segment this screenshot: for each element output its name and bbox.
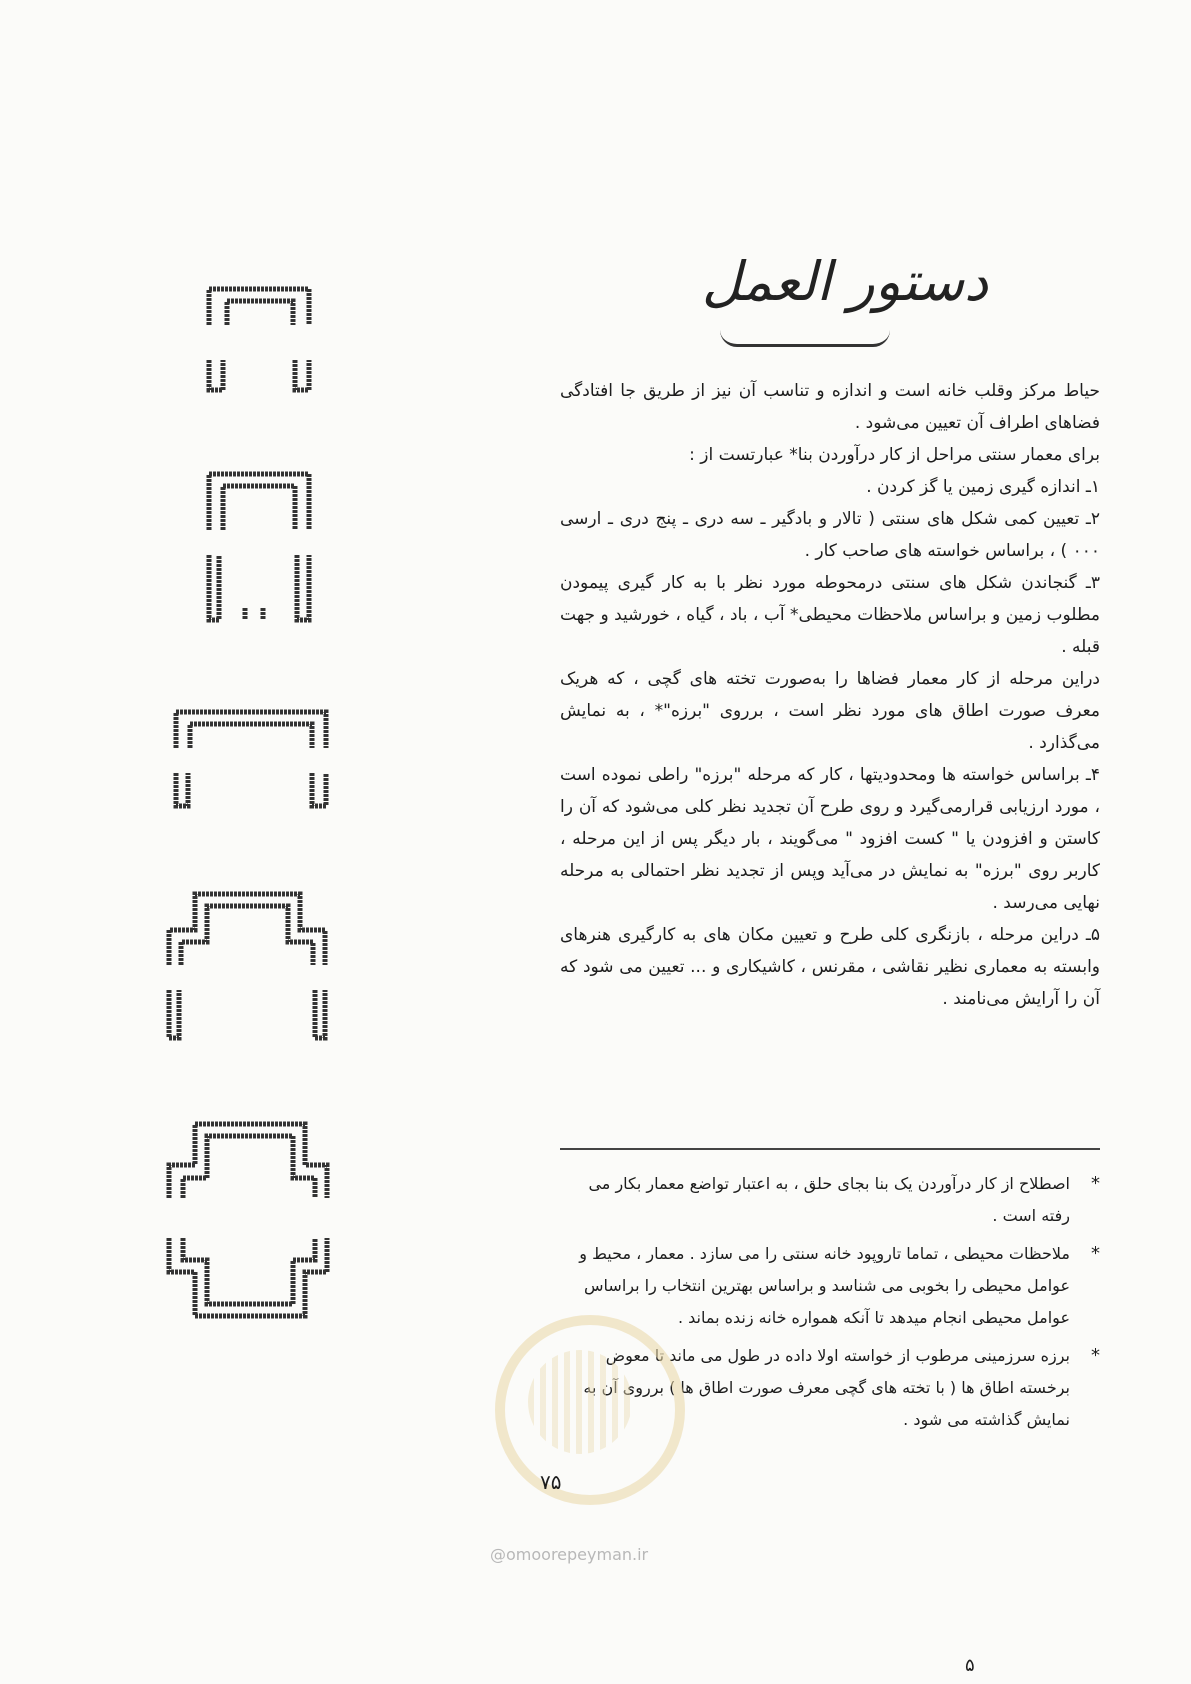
paragraph-6: دراین مرحله از کار معمار فضاها را به‌صورت تخته های گچی ، که هریک معرف صورت اطاق های مورد نظر است ، برروی "برزه"* ، به نمایش می‌گذارد . xyxy=(560,669,1100,753)
footnote-2 xyxy=(560,1238,1100,1334)
footnote-text: برزه سرزمینی مرطوب از خواسته اولا داده در طول می ماند تا معوض برخسته اطاق ها ( با تخته های گچی معرف صورت اطاق ها ) برروی آن به نمایش گذاشته می شود . xyxy=(583,1346,1070,1429)
footnote-divider xyxy=(560,1148,1100,1150)
title-flourish xyxy=(720,330,890,347)
page-title: دستور العمل xyxy=(701,250,989,313)
body-text xyxy=(560,375,1100,1015)
paragraph-5: ۳ـ گنجاندن شکل های سنتی درمحوطه مورد نظر با به کار گیری پیمودن مطلوب زمین و براساس ملاحظات محیطی* آب ، باد ، گیاه ، خورشید و جهت قبله . xyxy=(560,573,1100,657)
plan-diagram-1 xyxy=(205,285,317,410)
footnote-star: * xyxy=(1091,1345,1100,1366)
paragraph-4: ۲ـ تعیین کمی شکل های سنتی ( تالار و بادگیر ـ سه دری ـ پنج دری ـ ارسی ۰۰۰ ) ، براساس خواسته های صاحب کار . xyxy=(560,509,1100,561)
footnote-1 xyxy=(560,1168,1100,1232)
watermark-seal-pattern xyxy=(528,1350,632,1454)
paragraph-7: ۴ـ براساس خواسته ها ومحدودیتها ، کار که مرحله "برزه" راطی نموده است ، مورد ارزیابی قرارمی‌گیرد و روی طرح آن تجدید نظر کلی می‌شود که آن را کاستن و افزودن یا " کست افزود " می‌گویند ، بار دیگر پس از این مرحله ، کاربر روی "برزه" به نمایش در می‌آید وپس از تجدید نظر احتمالی به مرحله نهایی می‌رسد . xyxy=(560,765,1100,913)
plan-diagram-5 xyxy=(165,1120,335,1320)
watermark-url: @omoorepeyman.ir xyxy=(490,1545,649,1564)
footnote-star: * xyxy=(1091,1243,1100,1264)
plan-diagram-2 xyxy=(205,470,317,630)
bottom-number: ۵ xyxy=(965,1655,975,1676)
footnote-text: ملاحظات محیطی ، تماما تاروپود خانه سنتی را می سازد . معمار ، محیط و عوامل محیطی را بخوبی می شناسد و براساس بهترین انتخاب را براساس عوامل محیطی انجام میدهد تا آنکه همواره خانه زنده بماند . xyxy=(579,1244,1070,1327)
paragraph-3: ۱ـ اندازه گیری زمین یا گز کردن . xyxy=(866,477,1100,497)
footnote-text: اصطلاح از کار درآوردن یک بنا بجای حلق ، به اعتبار تواضع معمار بکار می رفته است . xyxy=(588,1174,1070,1225)
plan-diagram-4 xyxy=(165,890,335,1050)
paragraph-8: ۵ـ دراین مرحله ، بازنگری کلی طرح و تعیین مکان های به کارگیری هنرهای وابسته به معماری نظیر نقاشی ، مقرنس ، کاشیکاری و ... تعیین می شود که آن را آرایش می‌نامند . xyxy=(560,925,1100,1009)
plan-diagram-3 xyxy=(172,708,332,818)
page-number: ۷۵ xyxy=(540,1470,562,1494)
paragraph-1: حیاط مرکز وقلب خانه است و اندازه و تناسب آن نیز از طریق جا افتادگی فضاهای اطراف آن تعیین می‌شود . xyxy=(560,381,1100,433)
footnote-star: * xyxy=(1091,1173,1100,1194)
paragraph-2: برای معمار سنتی مراحل از کار درآوردن بنا* عبارتست از : xyxy=(689,445,1100,465)
